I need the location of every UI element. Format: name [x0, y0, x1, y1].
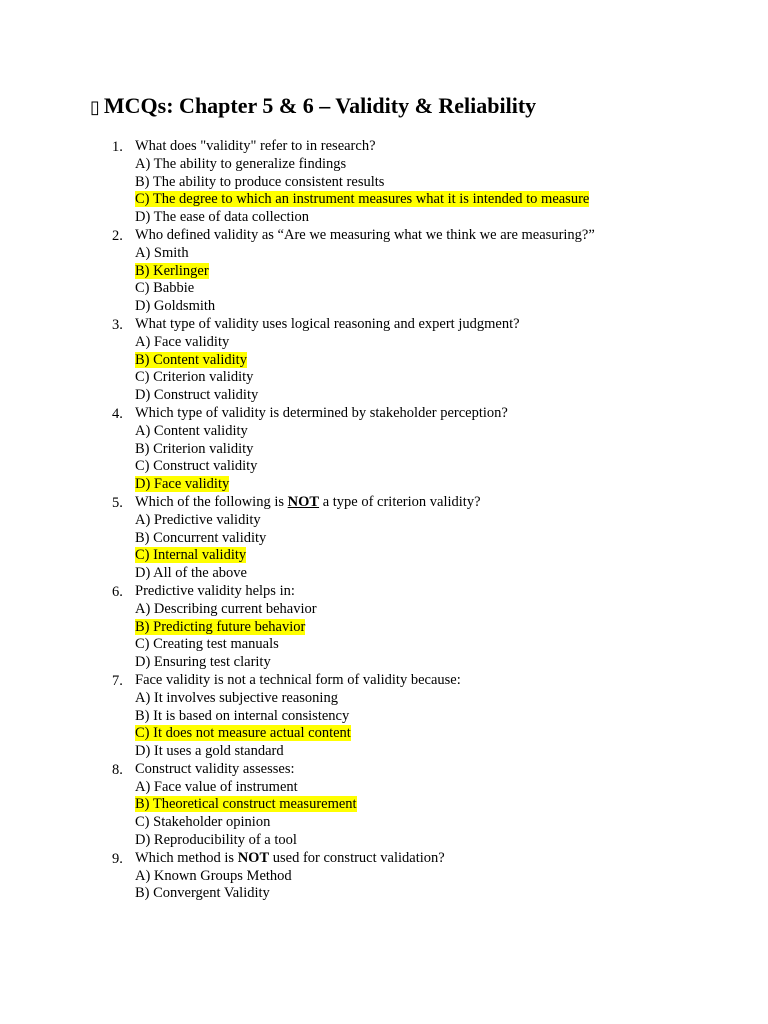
- question-text-after: a type of criterion validity?: [319, 493, 481, 510]
- option-text: D) All of the above: [135, 565, 247, 582]
- question-number: 7.: [112, 672, 123, 689]
- question-item: [0, 583, 700, 672]
- answer-option: [135, 476, 700, 494]
- correct-answer-highlight: B) Kerlinger: [135, 262, 209, 279]
- option-text: A) Predictive validity: [135, 511, 261, 528]
- answer-option: [135, 547, 700, 565]
- question-item: [0, 494, 700, 583]
- option-text: A) Smith: [135, 244, 189, 261]
- question-text-before: Which method is: [135, 849, 238, 866]
- question-keyword: NOT: [287, 493, 320, 510]
- option-text: A) The ability to generalize findings: [135, 155, 347, 172]
- question-number: 3.: [112, 316, 123, 333]
- option-text: D) It uses a gold standard: [135, 743, 284, 760]
- option-text: B) The ability to produce consistent results: [135, 173, 385, 190]
- answer-option: [135, 245, 700, 263]
- answer-option: [135, 352, 700, 370]
- option-text: A) Content validity: [135, 422, 248, 439]
- correct-answer-highlight: B) Theoretical construct measurement: [135, 796, 357, 813]
- question-text: Construct validity assesses:: [135, 760, 295, 777]
- answer-option: [135, 280, 700, 298]
- question-item: [0, 316, 700, 405]
- correct-answer-highlight: B) Predicting future behavior: [135, 618, 306, 635]
- option-text: C) Construct validity: [135, 458, 258, 475]
- answer-option: [135, 690, 700, 708]
- answer-option: [135, 209, 700, 227]
- answer-option: [135, 334, 700, 352]
- answer-option: [135, 298, 700, 316]
- question-text-before: Which of the following is: [135, 493, 288, 510]
- answer-option: [135, 779, 700, 797]
- answer-option: [135, 423, 700, 441]
- question-text: What type of validity uses logical reasoning and expert judgment?: [135, 315, 520, 332]
- question-number: 6.: [112, 583, 123, 600]
- correct-answer-highlight: B) Content validity: [135, 351, 247, 368]
- question-text: [135, 494, 700, 512]
- answer-option: [135, 654, 700, 672]
- question-item: [0, 761, 700, 850]
- answer-option: [135, 743, 700, 761]
- answer-option: [135, 530, 700, 548]
- option-text: A) Describing current behavior: [135, 600, 317, 617]
- correct-answer-highlight: C) Internal validity: [135, 547, 247, 564]
- option-text: A) Face value of instrument: [135, 778, 298, 795]
- option-text: B) Concurrent validity: [135, 529, 267, 546]
- option-text: C) Stakeholder opinion: [135, 814, 271, 831]
- answer-option: [135, 263, 700, 281]
- question-text: Who defined validity as “Are we measuring what we think we are measuring?”: [135, 226, 595, 243]
- answer-option: [135, 796, 700, 814]
- option-text: D) The ease of data collection: [135, 209, 310, 226]
- question-text: Which type of validity is determined by stakeholder perception?: [135, 404, 508, 421]
- option-text: B) Criterion validity: [135, 440, 254, 457]
- option-text: A) Known Groups Method: [135, 867, 292, 884]
- option-text: D) Ensuring test clarity: [135, 654, 271, 671]
- question-item: [0, 227, 700, 316]
- question-number: 9.: [112, 850, 123, 867]
- question-number: 8.: [112, 761, 123, 778]
- option-text: B) Convergent Validity: [135, 885, 270, 902]
- document-icon: ▯: [90, 97, 100, 118]
- answer-option: [135, 814, 700, 832]
- option-text: D) Reproducibility of a tool: [135, 832, 297, 849]
- question-number: 5.: [112, 494, 123, 511]
- answer-option: [135, 156, 700, 174]
- answer-option: [135, 369, 700, 387]
- correct-answer-highlight: D) Face validity: [135, 476, 230, 493]
- option-text: C) Creating test manuals: [135, 636, 279, 653]
- title-text: MCQs: Chapter 5 & 6 – Validity & Reliability: [103, 93, 537, 118]
- answer-option: [135, 708, 700, 726]
- question-text: [135, 850, 700, 868]
- answer-option: [135, 619, 700, 637]
- answer-option: [135, 636, 700, 654]
- option-text: A) It involves subjective reasoning: [135, 689, 338, 706]
- answer-option: [135, 885, 700, 903]
- correct-answer-highlight: C) The degree to which an instrument measures what it is intended to measure: [135, 191, 590, 208]
- answer-option: [135, 868, 700, 886]
- answer-option: [135, 601, 700, 619]
- question-text: What does "validity" refer to in research?: [135, 138, 376, 154]
- question-number: 2.: [112, 227, 123, 244]
- option-text: C) Criterion validity: [135, 369, 254, 386]
- question-keyword: NOT: [237, 849, 270, 866]
- question-text-after: used for construct validation?: [269, 849, 445, 866]
- answer-option: [135, 441, 700, 459]
- option-text: C) Babbie: [135, 280, 195, 297]
- answer-option: [135, 387, 700, 405]
- answer-option: [135, 832, 700, 850]
- question-item: [0, 138, 700, 227]
- question-item: [0, 405, 700, 494]
- question-text: Predictive validity helps in:: [135, 582, 295, 599]
- option-text: D) Goldsmith: [135, 298, 216, 315]
- option-text: D) Construct validity: [135, 387, 259, 404]
- answer-option: [135, 725, 700, 743]
- question-number: 4.: [112, 405, 123, 422]
- answer-option: [135, 512, 700, 530]
- answer-option: [135, 565, 700, 583]
- answer-option: [135, 174, 700, 192]
- page-title: [90, 92, 536, 122]
- question-list: [0, 138, 700, 903]
- answer-option: [135, 191, 700, 209]
- option-text: A) Face validity: [135, 333, 230, 350]
- correct-answer-highlight: C) It does not measure actual content: [135, 725, 351, 742]
- question-text: Face validity is not a technical form of validity because:: [135, 671, 461, 688]
- answer-option: [135, 458, 700, 476]
- question-item: [0, 850, 700, 903]
- option-text: B) It is based on internal consistency: [135, 707, 350, 724]
- question-item: [0, 672, 700, 761]
- question-number: 1.: [112, 139, 123, 155]
